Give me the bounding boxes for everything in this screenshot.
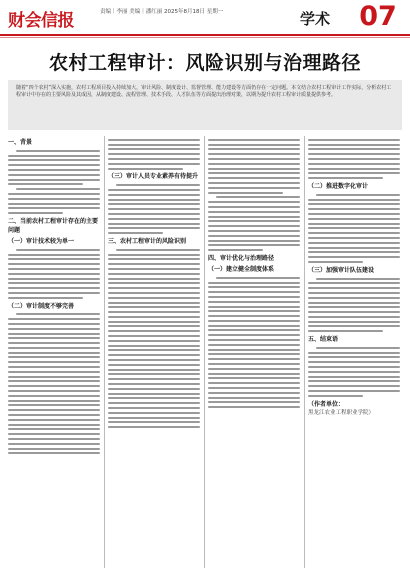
article-headline: 农村工程审计：风险识别与治理路径 [48, 52, 361, 74]
body-text-line [108, 402, 200, 404]
body-text-line [108, 189, 200, 191]
body-text-line [308, 213, 400, 215]
body-text-line [208, 397, 300, 399]
body-text-line [308, 256, 400, 258]
body-text-line [8, 366, 100, 368]
body-text-line [8, 400, 100, 402]
body-text-line [108, 412, 200, 414]
body-text-line [108, 232, 163, 234]
body-text-line [308, 247, 400, 249]
body-text-line [108, 421, 200, 423]
body-text-line [8, 193, 100, 195]
body-text-line [308, 287, 400, 289]
subsection-heading: （二）推进数字化审计 [308, 182, 369, 190]
body-text-line [208, 306, 300, 308]
subsection-heading: （三）加强审计队伍建设 [308, 266, 375, 274]
body-column-3 [208, 136, 300, 568]
body-text-line [16, 188, 100, 190]
body-text-line [108, 194, 200, 196]
body-text-line [8, 198, 100, 200]
body-text-line [108, 218, 200, 220]
abstract-text: 随着“四个农村”深入实施，农村工程项目投入持续加大，审计风险、制度设计、监督管理、能力建设等方面仍存在一定问题。本文结合农村工程审计工作实际，分析农村工程审计中存在的主要风险及其成因，从制度建设、流程管理、技术手段、人才队伍等方面提出治理对策，以期为提升农村工程审计质量提供参考。 [16, 85, 392, 99]
body-text-line [208, 320, 300, 322]
body-text-line [108, 378, 200, 380]
body-text-line [208, 148, 300, 150]
body-text-line [8, 292, 100, 294]
body-text-line [308, 139, 400, 141]
body-text-line [208, 373, 300, 375]
body-text-line [8, 452, 100, 454]
body-text-line [8, 380, 100, 382]
body-text-line [108, 364, 200, 366]
body-text-line [208, 172, 300, 174]
header-rule [0, 34, 410, 36]
body-text-line [208, 192, 283, 194]
section-heading: 二、当前农村工程审计存在的主要问题 [8, 217, 99, 234]
body-text-line [8, 361, 100, 363]
body-text-line [308, 321, 400, 323]
section-heading: 四、审计优化与治理路径 [208, 254, 275, 262]
body-text-line [316, 194, 400, 196]
body-text-line [108, 349, 200, 351]
body-text-line [208, 216, 300, 218]
body-text-line [308, 311, 400, 313]
body-text-line [108, 144, 200, 146]
body-text-line [308, 227, 400, 229]
article-body [8, 136, 402, 568]
section-heading: 一、背景 [8, 139, 33, 146]
body-text-line [108, 340, 200, 342]
body-text-line [208, 401, 300, 403]
body-text-line [108, 345, 200, 347]
subsection-heading: （三）审计人员专业素养有待提升 [108, 173, 199, 181]
body-text-line [8, 328, 100, 330]
author-affiliation: 黑龙江农业工程职业学院） [308, 409, 375, 416]
body-text-line [108, 306, 200, 308]
body-text-line [8, 356, 100, 358]
body-text-line [108, 417, 200, 419]
body-text-line [208, 325, 300, 327]
body-text-line [208, 353, 300, 355]
body-text-line [308, 316, 400, 318]
body-text-line [208, 220, 300, 222]
body-text-line [208, 235, 300, 237]
body-text-line [308, 325, 400, 327]
body-text-line [308, 282, 400, 284]
body-text-line [8, 258, 100, 260]
body-text-line [116, 184, 200, 186]
issue-meta: 责编｜李丽 美编｜潘红丽 2025年8月18日 星期一 [100, 9, 224, 15]
body-text-line [108, 282, 200, 284]
body-text-line [8, 395, 100, 397]
body-text-line [308, 390, 400, 392]
body-text-line [8, 371, 100, 373]
body-text-line [108, 359, 200, 361]
body-text-line [208, 377, 300, 379]
body-text-line [308, 232, 400, 234]
body-text-line [8, 268, 100, 270]
body-text-line [308, 218, 400, 220]
body-text-line [16, 249, 100, 251]
body-text-line [208, 206, 300, 208]
article-abstract [8, 80, 402, 130]
body-text-line [308, 144, 400, 146]
body-text-line [116, 249, 200, 251]
body-text-line [308, 261, 363, 263]
section-heading: 三、农村工程审计的风险识别 [108, 237, 187, 245]
body-text-line [208, 201, 300, 203]
body-text-line [308, 380, 400, 382]
body-text-line [8, 428, 100, 430]
body-text-line [308, 361, 400, 363]
body-text-line [308, 158, 400, 160]
body-text-line [108, 369, 200, 371]
body-text-line [208, 153, 300, 155]
body-text-line [8, 207, 100, 209]
body-text-line [8, 333, 100, 335]
body-text-line [108, 199, 200, 201]
body-text-line [8, 203, 100, 205]
body-text-line [208, 392, 300, 394]
body-text-line [308, 148, 400, 150]
body-text-line [8, 443, 100, 445]
body-text-line [208, 158, 300, 160]
section-label: 学术 [300, 10, 331, 28]
body-text-line [308, 356, 400, 358]
section-heading: 五、结束语 [308, 336, 339, 344]
body-text-line [308, 203, 400, 205]
body-text-line [8, 342, 100, 344]
body-text-line [308, 395, 363, 397]
body-text-line [8, 287, 100, 289]
body-text-line [108, 163, 200, 165]
body-column-2 [108, 136, 200, 568]
body-text-line [108, 287, 200, 289]
body-text-line [108, 393, 200, 395]
body-text-line [208, 344, 300, 346]
body-text-line [308, 172, 400, 174]
body-text-line [8, 273, 100, 275]
body-text-line [208, 182, 300, 184]
body-text-line [8, 323, 100, 325]
body-text-line [208, 334, 300, 336]
body-text-line [108, 258, 200, 260]
body-text-line [308, 163, 400, 165]
body-text-line [308, 352, 400, 354]
body-text-line [308, 330, 383, 332]
body-text-line [108, 311, 200, 313]
body-text-line [8, 164, 100, 166]
header-rule-thin [0, 37, 410, 38]
body-text-line [8, 263, 100, 265]
body-text-line [108, 153, 200, 155]
body-text-line [208, 339, 300, 341]
body-text-line [108, 148, 200, 150]
body-text-line [208, 329, 300, 331]
body-text-line [308, 302, 400, 304]
body-text-line [108, 321, 200, 323]
body-text-line [16, 150, 100, 152]
body-text-line [108, 203, 200, 205]
body-text-line [8, 318, 100, 320]
body-text-line [108, 213, 200, 215]
body-text-line [208, 406, 300, 408]
body-text-line [308, 297, 400, 299]
body-text-line [108, 330, 200, 332]
body-text-line [108, 139, 200, 141]
body-text-line [308, 292, 400, 294]
page-number: 07 [359, 1, 397, 32]
body-text-line [108, 297, 200, 299]
masthead [0, 0, 410, 40]
body-text-line [8, 278, 100, 280]
body-text-line [108, 354, 200, 356]
body-text-line [208, 363, 300, 365]
body-text-line [208, 387, 300, 389]
body-text-line [108, 335, 200, 337]
body-text-line [8, 183, 83, 185]
body-text-line [308, 168, 400, 170]
body-text-line [8, 212, 63, 214]
column-divider [304, 136, 305, 568]
body-text-line [208, 291, 300, 293]
body-text-line [216, 196, 300, 198]
body-text-line [308, 376, 400, 378]
subsection-heading: （一）建立健全制度体系 [208, 265, 275, 273]
body-text-line [308, 371, 400, 373]
body-text-line [8, 409, 100, 411]
body-text-line [108, 407, 200, 409]
body-text-line [8, 254, 100, 256]
body-text-line [308, 208, 400, 210]
body-text-line [8, 159, 100, 161]
body-text-line [8, 390, 100, 392]
body-text-line [16, 313, 100, 315]
body-text-line [108, 397, 200, 399]
body-text-line [208, 211, 300, 213]
body-text-line [308, 153, 400, 155]
body-text-line [208, 349, 300, 351]
body-text-line [208, 244, 300, 246]
body-text-line [208, 301, 300, 303]
body-text-line [316, 278, 400, 280]
body-text-line [316, 347, 400, 349]
body-text-line [208, 144, 300, 146]
body-text-line [108, 278, 200, 280]
body-text-line [208, 163, 300, 165]
body-text-line [208, 240, 300, 242]
body-text-line [8, 404, 100, 406]
body-text-line [208, 382, 300, 384]
body-text-line [308, 306, 400, 308]
body-text-line [208, 177, 300, 179]
body-text-line [108, 292, 200, 294]
body-text-line [208, 358, 300, 360]
body-text-line [308, 366, 400, 368]
body-text-line [108, 223, 200, 225]
body-text-line [208, 310, 300, 312]
body-text-line [108, 388, 200, 390]
body-text-line [8, 179, 100, 181]
body-text-line [108, 227, 200, 229]
body-text-line [108, 158, 200, 160]
body-text-line [108, 268, 200, 270]
body-column-4 [308, 136, 400, 568]
body-text-line [8, 424, 100, 426]
body-text-line [8, 282, 100, 284]
body-text-line [108, 426, 200, 428]
body-text-line [108, 325, 200, 327]
column-divider [204, 136, 205, 568]
body-text-line [308, 385, 400, 387]
body-text-line [8, 419, 100, 421]
body-text-line [208, 249, 263, 251]
body-text-line [308, 237, 400, 239]
body-text-line [108, 263, 200, 265]
body-text-line [8, 169, 100, 171]
body-text-line [108, 316, 200, 318]
body-column-1 [8, 136, 100, 568]
subsection-heading: （一）审计技术较为单一 [8, 237, 75, 245]
body-text-line [208, 168, 300, 170]
body-text-line [8, 376, 100, 378]
body-text-line [108, 168, 183, 170]
subsection-heading: （二）审计制度不够完善 [8, 302, 75, 310]
body-text-line [8, 174, 100, 176]
newspaper-logo: 财会信报 [8, 11, 74, 31]
body-text-line [216, 277, 300, 279]
body-text-line [208, 315, 300, 317]
body-text-line [8, 438, 100, 440]
body-text-line [208, 139, 300, 141]
body-text-line [308, 177, 383, 179]
body-text-line [8, 448, 100, 450]
body-text-line [8, 155, 100, 157]
body-text-line [108, 302, 200, 304]
body-text-line [108, 273, 200, 275]
body-text-line [208, 230, 300, 232]
body-text-line [108, 254, 200, 256]
body-text-line [308, 223, 400, 225]
body-text-line [208, 296, 300, 298]
body-text-line [208, 286, 300, 288]
body-text-line [8, 352, 100, 354]
body-text-line [108, 208, 200, 210]
body-text-line [8, 385, 100, 387]
body-text-line [108, 373, 200, 375]
author-affiliation-label: （作者单位： [308, 400, 345, 408]
body-text-line [8, 337, 100, 339]
body-text-line [208, 187, 300, 189]
column-divider [104, 136, 105, 568]
body-text-line [308, 199, 400, 201]
body-text-line [308, 251, 400, 253]
body-text-line [8, 347, 100, 349]
body-text-line [208, 225, 300, 227]
body-text-line [208, 368, 300, 370]
body-text-line [108, 383, 200, 385]
body-text-line [208, 282, 300, 284]
body-text-line [8, 433, 100, 435]
body-text-line [8, 414, 100, 416]
body-text-line [308, 242, 400, 244]
body-text-line [8, 297, 83, 299]
